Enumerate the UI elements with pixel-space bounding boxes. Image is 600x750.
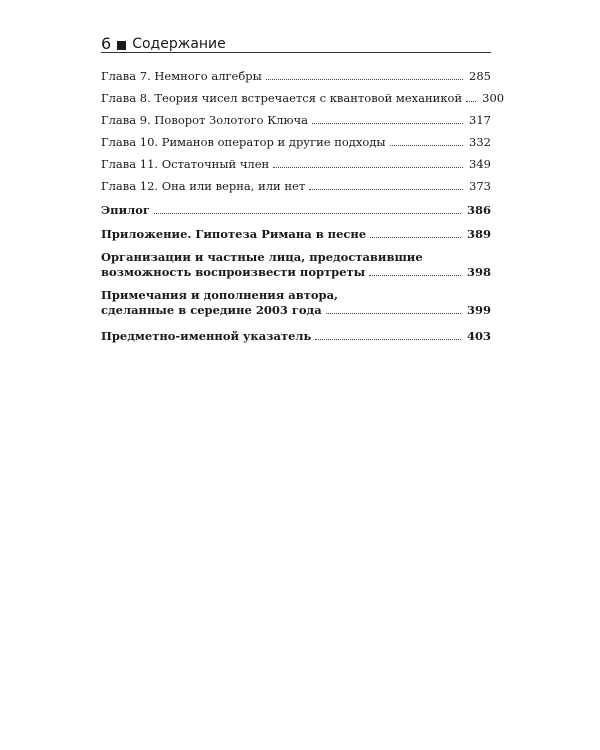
toc-entry-chapter-12[interactable] bbox=[101, 172, 491, 194]
dot-leader bbox=[154, 213, 461, 214]
toc-entry-portrait-credits[interactable] bbox=[101, 250, 491, 280]
toc-entry-page: 386 bbox=[466, 203, 491, 217]
toc-entry-epilogue[interactable] bbox=[101, 196, 491, 218]
toc-entry-title: Глава 7. Немного алгебры bbox=[101, 69, 262, 83]
toc-entry-page: 399 bbox=[466, 303, 491, 317]
dot-leader bbox=[266, 79, 463, 80]
toc-entry-title: Эпилог bbox=[101, 203, 150, 217]
dot-leader bbox=[370, 237, 461, 238]
toc-entry-chapter-8[interactable] bbox=[101, 84, 505, 106]
dot-leader bbox=[312, 123, 463, 124]
toc-entry-index[interactable] bbox=[101, 322, 491, 344]
toc-entry-page: 403 bbox=[466, 329, 491, 343]
toc-entry-title: Глава 8. Теория чисел встречается с квантовой механикой bbox=[101, 91, 463, 105]
toc-entry-title: Глава 12. Она или верна, или нет bbox=[101, 179, 306, 193]
toc-entry-title-line-2: возможность воспроизвести портреты bbox=[101, 265, 366, 279]
toc-entry-title-line-1: Примечания и дополнения автора, bbox=[101, 288, 339, 302]
dot-leader bbox=[390, 145, 463, 146]
dot-leader bbox=[369, 275, 461, 276]
dot-leader bbox=[315, 339, 461, 340]
toc-entry-title-line-2: сделанные в середине 2003 года bbox=[101, 303, 322, 317]
toc-entry-title: Предметно-именной указатель bbox=[101, 329, 312, 343]
section-title: Содержание bbox=[132, 36, 226, 52]
toc-entry-chapter-11[interactable] bbox=[101, 150, 491, 172]
table-of-contents bbox=[101, 62, 505, 344]
toc-entry-title: Глава 11. Остаточный член bbox=[101, 157, 270, 171]
toc-entry-author-notes[interactable] bbox=[101, 288, 491, 318]
running-head bbox=[101, 30, 491, 52]
toc-entry-title: Приложение. Гипотеза Римана в песне bbox=[101, 227, 367, 241]
toc-entry-chapter-7[interactable] bbox=[101, 62, 491, 84]
toc-entry-page: 389 bbox=[466, 227, 491, 241]
toc-entry-title: Глава 9. Поворот Золотого Ключа bbox=[101, 113, 308, 127]
toc-entry-page: 285 bbox=[469, 69, 491, 83]
toc-entry-title: Глава 10. Риманов оператор и другие подходы bbox=[101, 135, 386, 149]
toc-entry-page: 300 bbox=[482, 91, 505, 105]
dot-leader bbox=[273, 167, 463, 168]
dot-leader bbox=[466, 101, 476, 102]
toc-entry-chapter-9[interactable] bbox=[101, 106, 491, 128]
toc-entry-page: 398 bbox=[466, 265, 491, 279]
toc-entry-page: 317 bbox=[469, 113, 491, 127]
header-rule bbox=[101, 52, 491, 53]
toc-entry-page: 332 bbox=[469, 135, 491, 149]
toc-entry-page: 349 bbox=[469, 157, 491, 171]
black-square-icon bbox=[117, 41, 126, 50]
toc-entry-page: 373 bbox=[469, 179, 491, 193]
dot-leader bbox=[309, 189, 463, 190]
page-number: 6 bbox=[101, 34, 112, 53]
toc-entry-chapter-10[interactable] bbox=[101, 128, 491, 150]
dot-leader bbox=[326, 313, 461, 314]
toc-entry-appendix[interactable] bbox=[101, 220, 491, 242]
toc-entry-title-line-1: Организации и частные лица, предоставившие bbox=[101, 250, 423, 264]
